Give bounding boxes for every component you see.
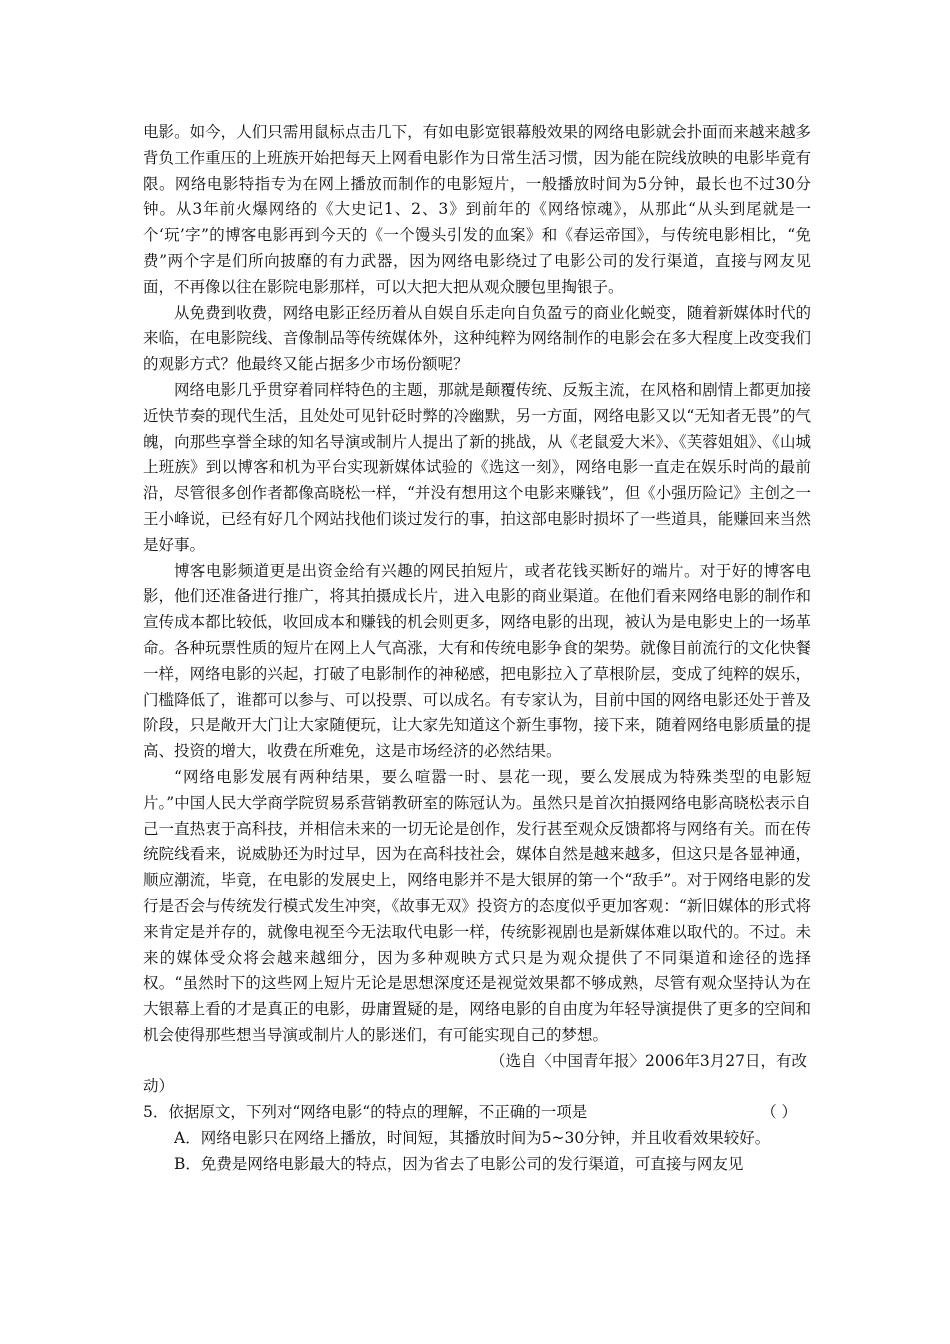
article-paragraph-3: 网络电影几乎贯穿着同样特色的主题，那就是颠覆传统、反叛主流，在风格和剧情上都更加接近快节奏的现代生活，且处处可见针砭时弊的冷幽默，另一方面，网络电影又以“无知者无畏”的气魄，向那些享誉全球的知名导演或制片人提出了新的挑战，从《老鼠爱大米》、《芙蓉姐姐》、《山城上班族》到以博客和机为平台实现新媒体试验的《选这一刻》，网络电影一直走在娱乐时尚的最前沿，尽管很多创作者都像高晓松一样，“并没有想用这个电影来赚钱”，但《小强历险记》主创之一王小峰说，已经有好几个网站找他们谈过发行的事，拍这部电影时损坏了一些道具，能赚回来当然是好事。 <box>143 380 811 554</box>
article-paragraph-1: 电影。如今，人们只需用鼠标点击几下，有如电影宽银幕般效果的网络电影就会扑面而来越来越多背负工作重压的上班族开始把每天上网看电影作为日常生活习惯，因为能在院线放映的电影毕竟有限。网络电影特指专为在网上播放而制作的电影短片，一般播放时间为5分钟，最长也不过30分钟。从3年前火爆网络的《大史记1、2、3》到前年的《网络惊魂》，从那此“从头到尾就是一个‘玩’字”的博客电影再到今天的《一个馒头引发的血案》和《春运帝国》，与传统电影相比，“免费”两个字是们所向披靡的有力武器，因为网络电影绕过了电影公司的发行渠道，直接与网友见面，不再像以往在影院电影那样，可以大把大把从观众腰包里掏银子。 <box>143 123 811 296</box>
question-option-a: A．网络电影只在网络上播放，时间短，其播放时间为5~30分钟，并且收看效果较好。 <box>174 1129 771 1148</box>
document-page <box>143 120 811 1178</box>
article-paragraph-4: 博客电影频道更是出资金给有兴趣的网民拍短片，或者花钱买断好的端片。对于好的博客电影，他们还准备进行推广，将其拍摄成长片，进入电影的商业渠道。在他们看来网络电影的制作和宣传成本都比较低，收回成本和赚钱的机会则更多，网络电影的出现，被认为是电影史上的一场革命。各种玩票性质的短片在网上人气高涨，大有和传统电影争食的架势。就像目前流行的文化快餐一样，网络电影的兴起，打破了电影制作的神秘感，把电影拉入了草根阶层，变成了纯粹的娱乐，门槛降低了，谁都可以参与、可以投票、可以成名。有专家认为，目前中国的网络电影还处于普及阶段，只是敞开大门让大家随便玩，让大家先知道这个新生事物，接下来，随着网络电影质量的提高、投资的增大，收费在所难免，这是市场经济的必然结果。 <box>143 561 811 761</box>
question-stem-text: 5．依据原文，下列对“网络电影“的特点的理解，不正确的一项是 <box>143 1103 588 1122</box>
source-citation-tail: 动） <box>143 1077 175 1096</box>
answer-blank: （ ） <box>761 1103 797 1122</box>
source-citation: （选自〈中国青年报〉2006年3月27日，有改 <box>489 1051 807 1070</box>
article-paragraph-2: 从免费到收费，网络电影正经历着从自娱自乐走向自负盈亏的商业化蜕变，随着新媒体时代的来临，在电影院线、音像制品等传统媒体外，这种纯粹为网络制作的电影会在多大程度上改变我们的观影方式？他最终又能占据多少市场份额呢？ <box>143 303 811 374</box>
question-option-b: B．免费是网络电影最大的特点，因为省去了电影公司的发行渠道，可直接与网友见 <box>174 1154 744 1173</box>
question-stem <box>143 1100 811 1126</box>
article-paragraph-5: “网络电影发展有两种结果，要么喧嚣一时、昙花一现，要么发展成为特殊类型的电影短片。”中国人民大学商学院贸易系营销教研室的陈冠认为。虽然只是首次拍摄网络电影高晓松表示自己一直热衷于高科技，并相信未来的一切无论是创作，发行甚至观众反馈都将与网络有关。而在传统院线看来，说威胁还为时过早，因为在高科技社会，媒体自然是越来越多，但这只是各显神通，顺应潮流，毕竟，在电影的发展史上，网络电影并不是大银屏的第一个“敌手”。对于网络电影的发行是否会与传统发行模式发生冲突，《故事无双》投资方的态度似乎更加客观：“新旧媒体的形式将来肯定是并存的，就像电视至今无法取代电影一样，传统影视剧也是新媒体难以取代的。不过。未来的媒体受众将会越来越细分，因为多种观映方式只是为观众提供了不同渠道和途径的选择权。“虽然时下的这些网上短片无论是思想深度还是视觉效果都不够成熟，尽管有观众坚持认为在大银幕上看的才是真正的电影，毋庸置疑的是，网络电影的自由度为年轻导演提供了更多的空间和机会使得那些想当导演或制片人的影迷们，有可能实现自己的梦想。 <box>143 767 811 1044</box>
